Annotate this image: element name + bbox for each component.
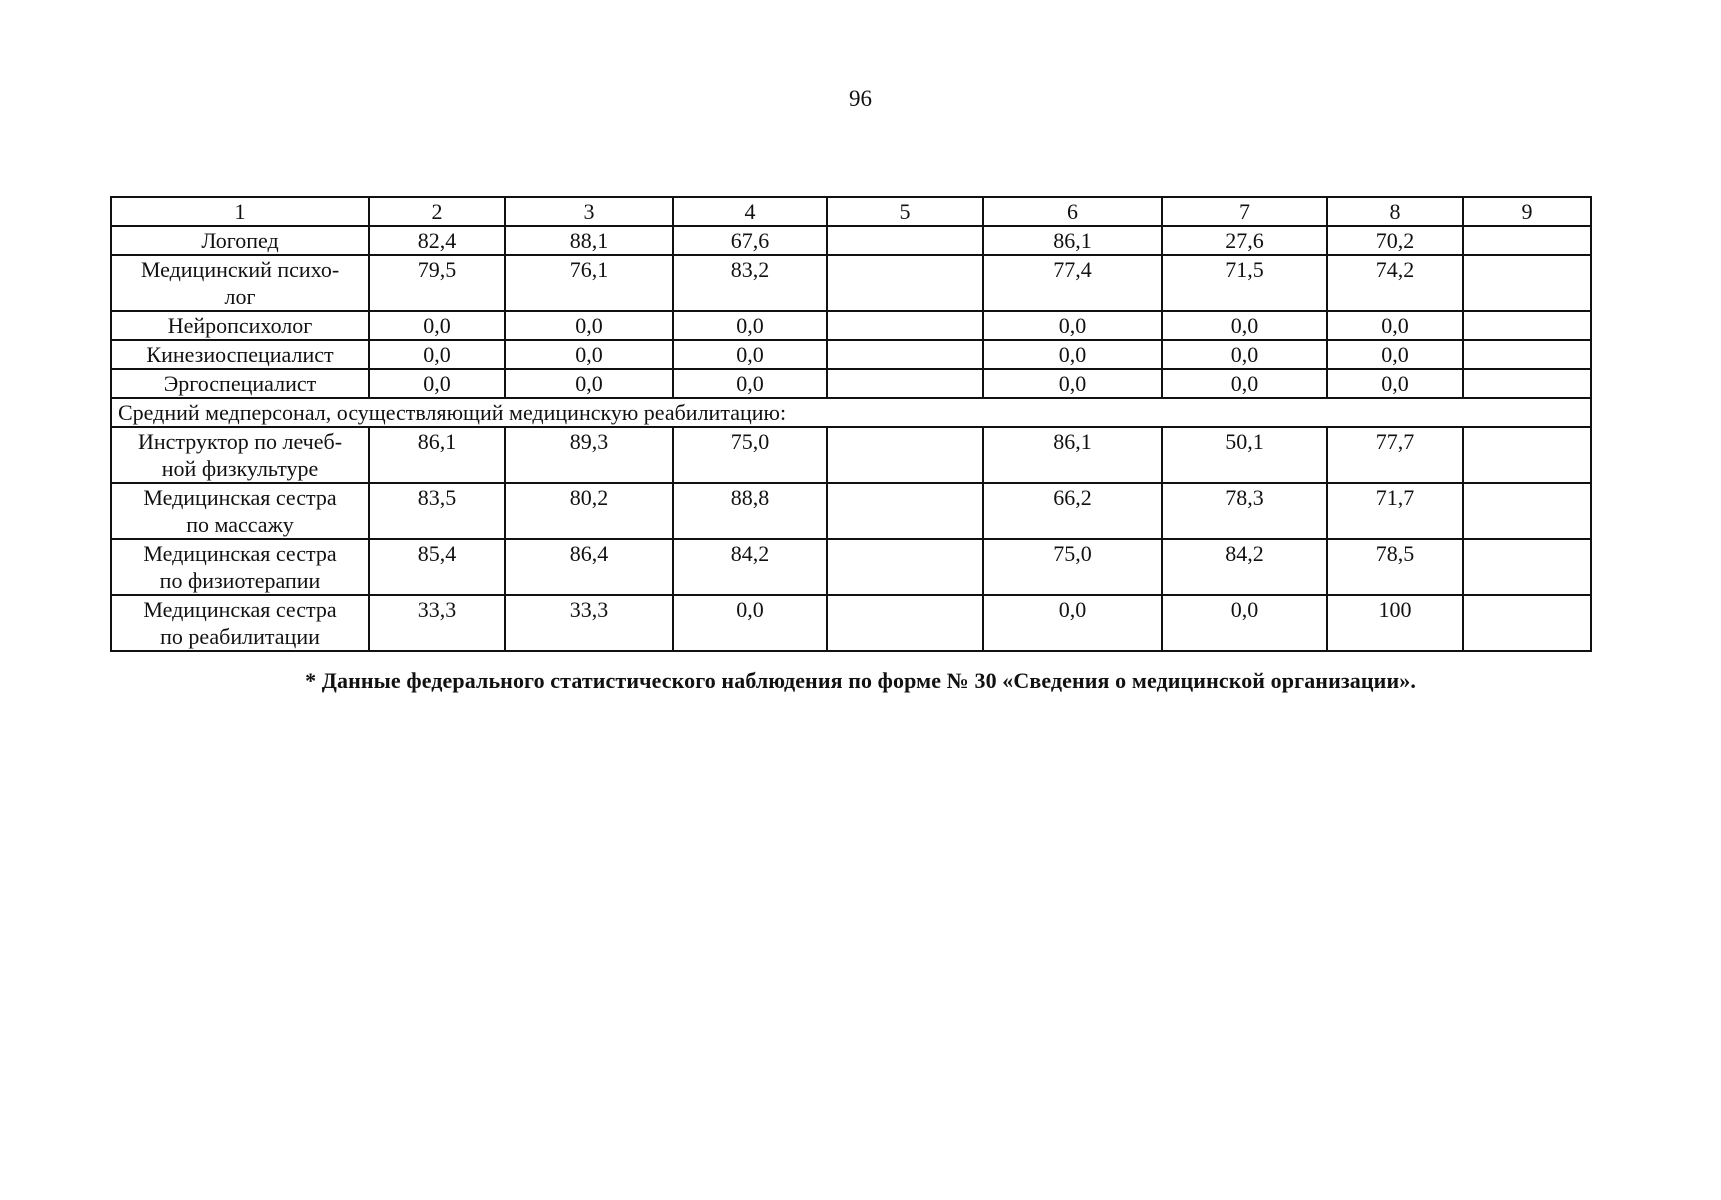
table-row — [111, 595, 1591, 651]
row-label: Медицинская сестра по массажу — [111, 483, 369, 539]
row-label: Медицинский психо- лог — [111, 255, 369, 311]
column-header: 7 — [1162, 197, 1327, 226]
data-table — [110, 196, 1592, 652]
section-row — [111, 398, 1591, 427]
table-cell: 0,0 — [983, 340, 1162, 369]
table-cell: 0,0 — [369, 340, 505, 369]
row-label: Логопед — [111, 226, 369, 255]
table-cell: 67,6 — [673, 226, 827, 255]
table-cell: 86,1 — [983, 226, 1162, 255]
column-header: 3 — [505, 197, 673, 226]
page-number: 96 — [849, 86, 872, 111]
column-header: 8 — [1327, 197, 1463, 226]
table-cell — [827, 311, 983, 340]
table-cell — [1463, 369, 1591, 398]
table-row — [111, 226, 1591, 255]
table-cell — [1463, 226, 1591, 255]
table-cell: 0,0 — [1327, 311, 1463, 340]
column-header: 5 — [827, 197, 983, 226]
table-cell: 0,0 — [673, 311, 827, 340]
table-cell: 0,0 — [983, 595, 1162, 651]
table-cell: 88,8 — [673, 483, 827, 539]
row-label: Нейропсихолог — [111, 311, 369, 340]
table-row — [111, 539, 1591, 595]
table-cell: 33,3 — [505, 595, 673, 651]
table-row — [111, 311, 1591, 340]
table-cell: 79,5 — [369, 255, 505, 311]
table-cell — [827, 427, 983, 483]
table-cell: 0,0 — [1327, 369, 1463, 398]
column-header: 9 — [1463, 197, 1591, 226]
table-cell: 66,2 — [983, 483, 1162, 539]
table-cell: 0,0 — [983, 369, 1162, 398]
column-header: 1 — [111, 197, 369, 226]
table-row — [111, 427, 1591, 483]
table-cell: 78,5 — [1327, 539, 1463, 595]
table-row — [111, 255, 1591, 311]
table-cell: 84,2 — [673, 539, 827, 595]
table-cell: 75,0 — [673, 427, 827, 483]
table-cell — [1463, 427, 1591, 483]
table-cell: 86,1 — [369, 427, 505, 483]
column-header: 6 — [983, 197, 1162, 226]
section-title: Средний медперсонал, осуществляющий медицинскую реабилитацию: — [111, 398, 1591, 427]
row-label: Эргоспециалист — [111, 369, 369, 398]
table-cell — [827, 340, 983, 369]
table-cell: 88,1 — [505, 226, 673, 255]
table-row — [111, 483, 1591, 539]
table-cell — [827, 595, 983, 651]
table-row — [111, 369, 1591, 398]
table-cell: 0,0 — [1162, 369, 1327, 398]
table-cell — [1463, 483, 1591, 539]
table-cell: 84,2 — [1162, 539, 1327, 595]
table-cell: 0,0 — [505, 340, 673, 369]
table-cell — [1463, 340, 1591, 369]
table-cell: 89,3 — [505, 427, 673, 483]
footnote: * Данные федерального статистического наблюдения по форме № 30 «Сведения о медицинской организации». — [305, 668, 1416, 693]
table-cell — [827, 226, 983, 255]
table-cell: 82,4 — [369, 226, 505, 255]
table-cell: 0,0 — [1162, 595, 1327, 651]
table-cell: 71,7 — [1327, 483, 1463, 539]
table-cell — [1463, 595, 1591, 651]
table-cell: 0,0 — [983, 311, 1162, 340]
table-row — [111, 340, 1591, 369]
column-header: 2 — [369, 197, 505, 226]
table-cell: 77,7 — [1327, 427, 1463, 483]
table-cell: 0,0 — [505, 369, 673, 398]
table-cell: 86,1 — [983, 427, 1162, 483]
table-cell: 71,5 — [1162, 255, 1327, 311]
table-cell: 0,0 — [1162, 340, 1327, 369]
table-cell: 0,0 — [673, 340, 827, 369]
table-cell: 0,0 — [369, 369, 505, 398]
table-cell — [827, 255, 983, 311]
table-cell: 0,0 — [369, 311, 505, 340]
table-cell: 0,0 — [1162, 311, 1327, 340]
row-label: Инструктор по лечеб- ной физкультуре — [111, 427, 369, 483]
table-cell: 83,2 — [673, 255, 827, 311]
row-label: Медицинская сестра по реабилитации — [111, 595, 369, 651]
table-cell: 0,0 — [1327, 340, 1463, 369]
table-cell — [827, 369, 983, 398]
table-cell: 74,2 — [1327, 255, 1463, 311]
table-cell: 83,5 — [369, 483, 505, 539]
table-cell — [1463, 311, 1591, 340]
table-cell: 77,4 — [983, 255, 1162, 311]
table-cell: 76,1 — [505, 255, 673, 311]
row-label: Кинезиоспециалист — [111, 340, 369, 369]
column-header: 4 — [673, 197, 827, 226]
row-label: Медицинская сестра по физиотерапии — [111, 539, 369, 595]
table-cell: 27,6 — [1162, 226, 1327, 255]
table-cell: 78,3 — [1162, 483, 1327, 539]
table-cell: 100 — [1327, 595, 1463, 651]
table-cell — [827, 483, 983, 539]
table-cell: 80,2 — [505, 483, 673, 539]
table-cell: 85,4 — [369, 539, 505, 595]
table-cell — [1463, 255, 1591, 311]
table-cell: 75,0 — [983, 539, 1162, 595]
table-cell: 0,0 — [505, 311, 673, 340]
table-cell — [1463, 539, 1591, 595]
table-cell: 0,0 — [673, 369, 827, 398]
table-cell: 33,3 — [369, 595, 505, 651]
table-cell: 50,1 — [1162, 427, 1327, 483]
table-cell: 0,0 — [673, 595, 827, 651]
table-cell: 70,2 — [1327, 226, 1463, 255]
header-row — [111, 197, 1591, 226]
table-cell: 86,4 — [505, 539, 673, 595]
table-cell — [827, 539, 983, 595]
